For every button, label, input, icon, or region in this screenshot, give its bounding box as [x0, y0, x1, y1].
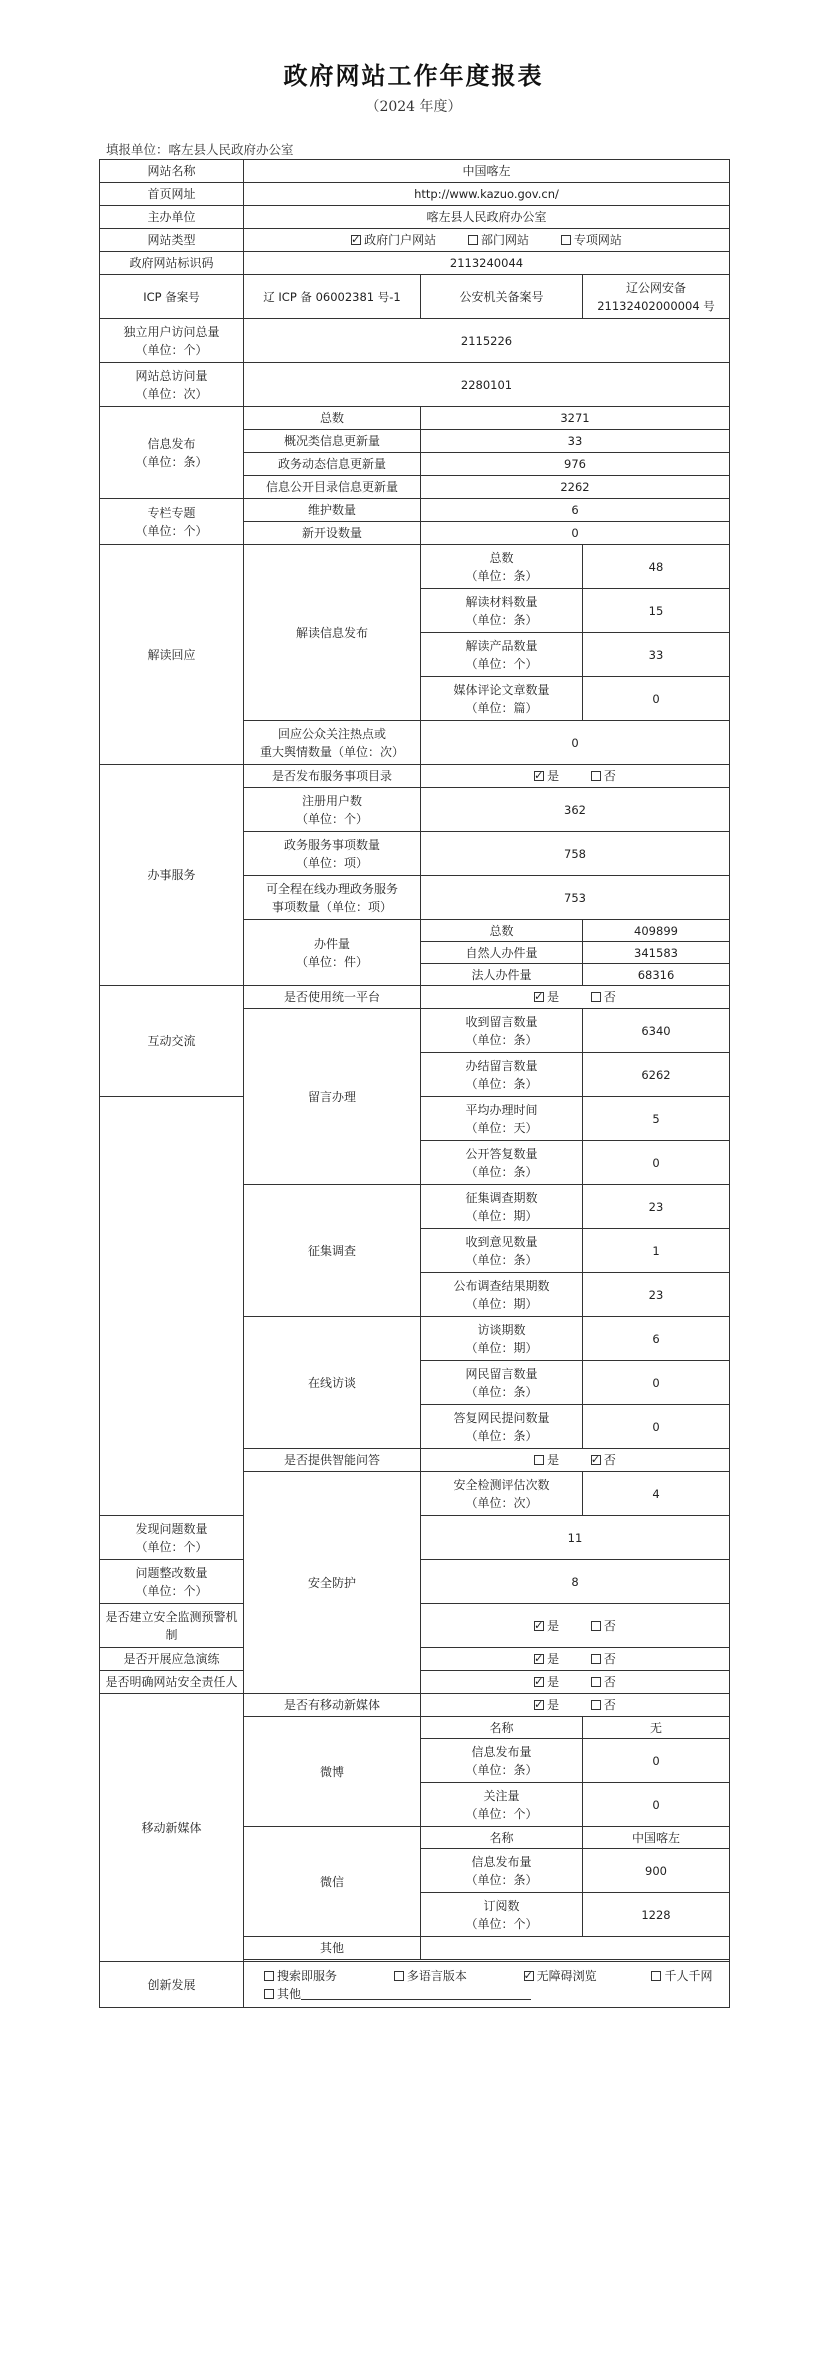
- opt-multilingual: 多语言版本: [406, 1968, 467, 1983]
- report-year: （2024 年度）: [365, 99, 462, 115]
- survey-results-name: 公布调查结果期数: [453, 1278, 550, 1293]
- reply-unit: （单位：条）: [465, 1428, 538, 1443]
- security-fixed-label: [100, 1560, 244, 1604]
- site-type-label: 网站类型: [100, 229, 244, 252]
- interpret-material-unit: （单位：条）: [465, 612, 538, 627]
- checkbox-icon[interactable]: [591, 1700, 601, 1710]
- info-catalog-value: 2262: [421, 476, 730, 499]
- column-label: 专栏专题: [147, 505, 196, 520]
- wechat-label: 微信: [244, 1827, 421, 1937]
- checkbox-checked-icon[interactable]: [524, 1971, 534, 1981]
- avg-time-value: 5: [583, 1097, 730, 1141]
- opinions-name: 收到意见数量: [465, 1234, 538, 1249]
- opt-personalized: 千人千网: [664, 1968, 713, 1983]
- reply-name: 答复网民提问数量: [453, 1410, 550, 1425]
- page-title: 政府网站工作年度报表: [283, 61, 544, 90]
- survey-label: 征集调查: [244, 1185, 421, 1317]
- handled-legal-label: 法人办件量: [421, 964, 583, 986]
- uv-label-unit: （单位：个）: [135, 342, 208, 357]
- weibo-fans-value: 0: [583, 1783, 730, 1827]
- service-users-unit: （单位：个）: [295, 811, 368, 826]
- interpret-section-label: 解读回应: [100, 545, 244, 765]
- talk-periods-value: 6: [583, 1317, 730, 1361]
- column-new-label: 新开设数量: [244, 522, 421, 545]
- interpret-respond-value: 0: [421, 721, 730, 765]
- opinions-value: 1: [583, 1229, 730, 1273]
- media-section-label: 移动新媒体: [100, 1694, 244, 1962]
- pv-value: 2280101: [244, 363, 730, 407]
- site-code-label: 政府网站标识码: [100, 252, 244, 275]
- smart-qa-options: [421, 1449, 730, 1472]
- column-new-value: 0: [421, 522, 730, 545]
- weibo-fans-name: 关注量: [483, 1788, 520, 1803]
- checkbox-icon[interactable]: [468, 235, 478, 245]
- checkbox-checked-icon[interactable]: [534, 1621, 544, 1631]
- opinions-unit: （单位：条）: [465, 1252, 538, 1267]
- wechat-sub-value: 1228: [583, 1893, 730, 1937]
- interpret-product-label: [421, 633, 583, 677]
- other-blank-line[interactable]: [301, 1987, 531, 2000]
- interpret-material-value: 15: [583, 589, 730, 633]
- checkbox-checked-icon[interactable]: [534, 992, 544, 1002]
- site-name-label: 网站名称: [100, 160, 244, 183]
- column-unit: （单位：个）: [135, 523, 208, 538]
- option-yes: 是: [547, 1453, 560, 1467]
- wechat-pub-unit: （单位：条）: [465, 1872, 538, 1887]
- security-fixed-value: 8: [421, 1560, 730, 1604]
- net-msg-label: [421, 1361, 583, 1405]
- checkbox-icon[interactable]: [264, 1971, 274, 1981]
- survey-periods-value: 23: [583, 1185, 730, 1229]
- interact-section-spacer: [100, 1097, 244, 1516]
- icp-value: 辽 ICP 备 06002381 号-1: [244, 275, 421, 319]
- net-msg-name: 网民留言数量: [465, 1366, 538, 1381]
- uv-label: [100, 319, 244, 363]
- security-section-label: 安全防护: [244, 1472, 421, 1694]
- wechat-pub-label: [421, 1849, 583, 1893]
- option-yes: 是: [547, 1652, 560, 1666]
- checkbox-icon[interactable]: [534, 1455, 544, 1465]
- service-catalog-label: 是否发布服务事项目录: [244, 765, 421, 788]
- handled-total-value: 409899: [583, 920, 730, 942]
- wechat-sub-unit: （单位：个）: [465, 1916, 538, 1931]
- option-yes: 是: [547, 990, 560, 1004]
- survey-results-label: [421, 1273, 583, 1317]
- service-items-value: 758: [421, 832, 730, 876]
- interpret-total-label: [421, 545, 583, 589]
- checkbox-icon[interactable]: [591, 992, 601, 1002]
- recv-msg-value: 6340: [583, 1009, 730, 1053]
- service-items-name: 政务服务事项数量: [283, 837, 380, 852]
- done-msg-label: [421, 1053, 583, 1097]
- weibo-name-value: 无: [583, 1717, 730, 1739]
- security-eval-label: [421, 1472, 583, 1516]
- weibo-label: 微博: [244, 1717, 421, 1827]
- option-no: 否: [603, 990, 616, 1004]
- wechat-pub-name: 信息发布量: [471, 1854, 532, 1869]
- unified-platform-options: [421, 986, 730, 1009]
- uv-value: 2115226: [244, 319, 730, 363]
- weibo-pub-value: 0: [583, 1739, 730, 1783]
- talk-periods-unit: （单位：期）: [465, 1340, 538, 1355]
- message-handling-label: 留言办理: [244, 1009, 421, 1185]
- online-talk-label: 在线访谈: [244, 1317, 421, 1449]
- handled-legal-value: 68316: [583, 964, 730, 986]
- site-code-value: 2113240044: [244, 252, 730, 275]
- checkbox-icon[interactable]: [651, 1971, 661, 1981]
- innovation-section-label: 创新发展: [100, 1962, 244, 2008]
- pub-reply-value: 0: [583, 1141, 730, 1185]
- security-eval-value: 4: [583, 1472, 730, 1516]
- info-total-label: 总数: [244, 407, 421, 430]
- checkbox-checked-icon[interactable]: [351, 235, 361, 245]
- talk-periods-name: 访谈期数: [477, 1322, 526, 1337]
- unified-platform-label: 是否使用统一平台: [244, 986, 421, 1009]
- reply-value: 0: [583, 1405, 730, 1449]
- option-yes: 是: [547, 1698, 560, 1712]
- checkbox-checked-icon[interactable]: [534, 1700, 544, 1710]
- filling-unit: 填报单位：喀左县人民政府办公室: [106, 142, 294, 157]
- info-label: 信息发布: [147, 436, 196, 451]
- service-items-label: [244, 832, 421, 876]
- security-drill-options: [421, 1648, 730, 1671]
- weibo-pub-unit: （单位：条）: [465, 1762, 538, 1777]
- weibo-fans-label: [421, 1783, 583, 1827]
- service-handled-label: [244, 920, 421, 986]
- net-msg-value: 0: [583, 1361, 730, 1405]
- opt-search-service: 搜索即服务: [277, 1968, 338, 1983]
- checkbox-icon[interactable]: [264, 1989, 274, 1999]
- service-handled-name: 办件量: [313, 936, 350, 951]
- column-maintain-value: 6: [421, 499, 730, 522]
- type-special: 专项网站: [573, 233, 622, 247]
- option-no: 否: [603, 769, 616, 783]
- info-dynamic-label: 政务动态信息更新量: [244, 453, 421, 476]
- security-found-name: 发现问题数量: [135, 1521, 208, 1536]
- security-fixed-unit: （单位：个）: [135, 1583, 208, 1598]
- service-online-value: 753: [421, 876, 730, 920]
- info-catalog-label: 信息公开目录信息更新量: [244, 476, 421, 499]
- option-no: 否: [603, 1652, 616, 1666]
- checkbox-icon[interactable]: [394, 1971, 404, 1981]
- security-found-value: 11: [421, 1516, 730, 1560]
- checkbox-checked-icon[interactable]: [534, 771, 544, 781]
- done-msg-unit: （单位：条）: [465, 1076, 538, 1091]
- interpret-total-value: 48: [583, 545, 730, 589]
- wechat-name-label: 名称: [421, 1827, 583, 1849]
- avg-time-label: [421, 1097, 583, 1141]
- option-no: 否: [603, 1698, 616, 1712]
- security-owner-options: [421, 1671, 730, 1694]
- media-other-value: [421, 1937, 730, 1960]
- done-msg-name: 办结留言数量: [465, 1058, 538, 1073]
- police-value-line2: 21132402000004 号: [597, 298, 715, 313]
- innovation-options: [244, 1962, 730, 2008]
- service-items-unit: （单位：项）: [295, 855, 368, 870]
- security-warn-label: [100, 1604, 244, 1648]
- uv-label-line1: 独立用户访问总量: [123, 324, 220, 339]
- media-other-label: 其他: [244, 1937, 421, 1960]
- police-value-line1: 辽公网安备: [625, 280, 686, 295]
- avg-time-name: 平均办理时间: [465, 1102, 538, 1117]
- homepage-label: 首页网址: [100, 183, 244, 206]
- pv-label: [100, 363, 244, 407]
- interpret-media-value: 0: [583, 677, 730, 721]
- done-msg-value: 6262: [583, 1053, 730, 1097]
- option-yes: 是: [547, 1618, 560, 1633]
- opt-accessibility: 无障碍浏览: [536, 1968, 597, 1983]
- checkbox-checked-icon[interactable]: [534, 1654, 544, 1664]
- interpret-material-label: [421, 589, 583, 633]
- weibo-pub-label: [421, 1739, 583, 1783]
- security-found-unit: （单位：个）: [135, 1539, 208, 1554]
- security-drill-label: 是否开展应急演练: [100, 1648, 244, 1671]
- weibo-name-label: 名称: [421, 1717, 583, 1739]
- service-catalog-options: [421, 765, 730, 788]
- survey-periods-name: 征集调查期数: [465, 1190, 538, 1205]
- checkbox-icon[interactable]: [561, 235, 571, 245]
- security-eval-name: 安全检测评估次数: [453, 1477, 550, 1492]
- recv-msg-label: [421, 1009, 583, 1053]
- net-msg-unit: （单位：条）: [465, 1384, 538, 1399]
- security-warn-line2: 制: [165, 1627, 178, 1642]
- option-no: 否: [603, 1618, 616, 1633]
- service-users-value: 362: [421, 788, 730, 832]
- service-section-label: 办事服务: [100, 765, 244, 986]
- handled-total-label: 总数: [421, 920, 583, 942]
- pub-reply-name: 公开答复数量: [465, 1146, 538, 1161]
- police-label: 公安机关备案号: [421, 275, 583, 319]
- security-fixed-name: 问题整改数量: [135, 1565, 208, 1580]
- checkbox-checked-icon[interactable]: [591, 1455, 601, 1465]
- info-overview-label: 概况类信息更新量: [244, 430, 421, 453]
- pub-reply-unit: （单位：条）: [465, 1164, 538, 1179]
- security-warn-line1: 是否建立安全监测预警机: [105, 1609, 238, 1624]
- avg-time-unit: （单位：天）: [465, 1120, 538, 1135]
- option-no: 否: [603, 1453, 616, 1467]
- service-online-label: [244, 876, 421, 920]
- checkbox-icon[interactable]: [591, 1677, 601, 1687]
- checkbox-icon[interactable]: [591, 771, 601, 781]
- info-total-value: 3271: [421, 407, 730, 430]
- sponsor-value: 喀左县人民政府办公室: [244, 206, 730, 229]
- wechat-pub-value: 900: [583, 1849, 730, 1893]
- has-media-label: 是否有移动新媒体: [244, 1694, 421, 1717]
- handled-person-value: 341583: [583, 942, 730, 964]
- interpret-media-name: 媒体评论文章数量: [453, 682, 550, 697]
- interpret-product-name: 解读产品数量: [465, 638, 538, 653]
- interpret-total-name: 总数: [489, 550, 514, 565]
- interpret-product-unit: （单位：个）: [465, 656, 538, 671]
- info-section-label: [100, 407, 244, 499]
- wechat-sub-name: 订阅数: [483, 1898, 520, 1913]
- weibo-pub-name: 信息发布量: [471, 1744, 532, 1759]
- security-found-label: [100, 1516, 244, 1560]
- sponsor-label: 主办单位: [100, 206, 244, 229]
- survey-periods-unit: （单位：期）: [465, 1208, 538, 1223]
- wechat-name-value: 中国喀左: [583, 1827, 730, 1849]
- wechat-sub-label: [421, 1893, 583, 1937]
- recv-msg-name: 收到留言数量: [465, 1014, 538, 1029]
- reply-label: [421, 1405, 583, 1449]
- option-no: 否: [603, 1675, 616, 1689]
- interpret-total-unit: （单位：条）: [465, 568, 538, 583]
- interpret-respond-label: [244, 721, 421, 765]
- security-warn-options: [421, 1604, 730, 1648]
- survey-results-unit: （单位：期）: [465, 1296, 538, 1311]
- talk-periods-label: [421, 1317, 583, 1361]
- service-online-line1: 可全程在线办理政务服务: [265, 881, 398, 896]
- column-section-label: [100, 499, 244, 545]
- interact-section-label: 互动交流: [100, 986, 244, 1097]
- interpret-product-value: 33: [583, 633, 730, 677]
- info-dynamic-value: 976: [421, 453, 730, 476]
- interpret-media-unit: （单位：篇）: [465, 700, 538, 715]
- service-users-name: 注册用户数: [301, 793, 362, 808]
- site-name-value: 中国喀左: [244, 160, 730, 183]
- interpret-media-label: [421, 677, 583, 721]
- type-department: 部门网站: [480, 233, 529, 247]
- interpret-sub-label: 解读信息发布: [244, 545, 421, 721]
- icp-label: ICP 备案号: [100, 275, 244, 319]
- survey-results-value: 23: [583, 1273, 730, 1317]
- option-yes: 是: [547, 769, 560, 783]
- service-online-line2: 事项数量（单位：项）: [271, 899, 392, 914]
- checkbox-icon[interactable]: [591, 1654, 601, 1664]
- info-unit: （单位：条）: [135, 454, 208, 469]
- column-maintain-label: 维护数量: [244, 499, 421, 522]
- service-handled-unit: （单位：件）: [295, 954, 368, 969]
- info-overview-value: 33: [421, 430, 730, 453]
- interpret-material-name: 解读材料数量: [465, 594, 538, 609]
- checkbox-icon[interactable]: [591, 1621, 601, 1631]
- pv-label-unit: （单位：次）: [135, 386, 208, 401]
- handled-person-label: 自然人办件量: [421, 942, 583, 964]
- interpret-respond-line2: 重大舆情数量（单位：次）: [259, 744, 404, 759]
- checkbox-checked-icon[interactable]: [534, 1677, 544, 1687]
- type-portal: 政府门户网站: [364, 233, 437, 247]
- has-media-options: [421, 1694, 730, 1717]
- service-users-label: [244, 788, 421, 832]
- security-eval-unit: （单位：次）: [465, 1495, 538, 1510]
- security-owner-label: 是否明确网站安全责任人: [100, 1671, 244, 1694]
- homepage-link[interactable]: http://www.kazuo.gov.cn/: [244, 183, 730, 206]
- site-type-options: [244, 229, 730, 252]
- opinions-label: [421, 1229, 583, 1273]
- recv-msg-unit: （单位：条）: [465, 1032, 538, 1047]
- pv-label-line1: 网站总访问量: [135, 368, 208, 383]
- interpret-respond-line1: 回应公众关注热点或: [277, 726, 386, 741]
- survey-periods-label: [421, 1185, 583, 1229]
- opt-other: 其他: [277, 1986, 302, 2001]
- pub-reply-label: [421, 1141, 583, 1185]
- police-value: [583, 275, 730, 319]
- report-table: [99, 159, 730, 2008]
- option-yes: 是: [547, 1675, 560, 1689]
- weibo-fans-unit: （单位：个）: [465, 1806, 538, 1821]
- smart-qa-label: 是否提供智能问答: [244, 1449, 421, 1472]
